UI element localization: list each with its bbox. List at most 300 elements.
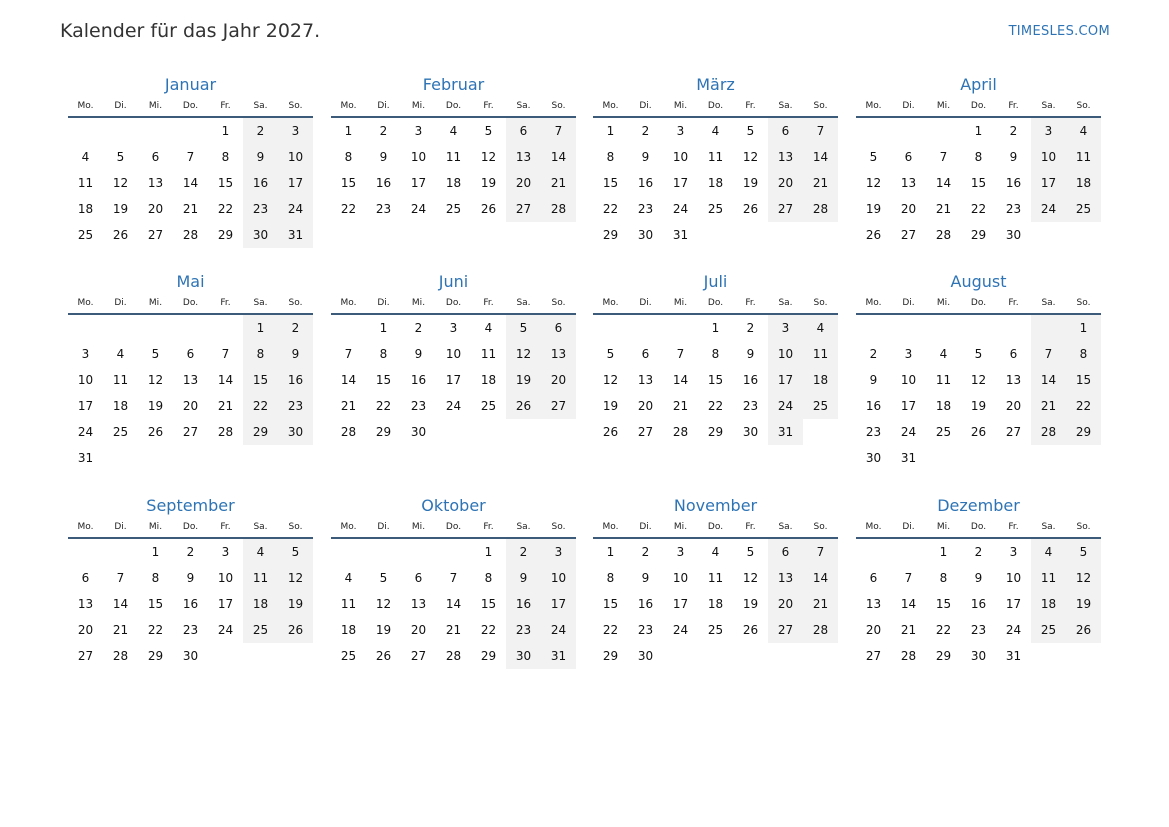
day-cell[interactable]: 9 xyxy=(243,144,278,170)
day-cell[interactable]: 18 xyxy=(445,176,462,190)
day-cell[interactable]: 9 xyxy=(379,150,388,164)
day-cell[interactable]: 29 xyxy=(147,649,164,663)
day-cell[interactable]: 1 xyxy=(606,124,615,138)
day-cell[interactable]: 6 xyxy=(869,571,878,585)
day-cell[interactable]: 1 xyxy=(606,545,615,559)
day-cell[interactable]: 27 xyxy=(768,196,803,222)
day-cell[interactable]: 7 xyxy=(186,150,195,164)
day-cell[interactable]: 30 xyxy=(243,222,278,248)
day-cell[interactable]: 19 xyxy=(375,623,392,637)
day-cell[interactable]: 15 xyxy=(935,597,952,611)
day-cell[interactable]: 8 xyxy=(484,571,493,585)
day-cell[interactable]: 12 xyxy=(506,341,541,367)
day-cell[interactable]: 12 xyxy=(602,373,619,387)
day-cell[interactable]: 15 xyxy=(375,373,392,387)
day-cell[interactable]: 29 xyxy=(480,649,497,663)
day-cell[interactable]: 17 xyxy=(1005,597,1022,611)
day-cell[interactable]: 26 xyxy=(865,228,882,242)
day-cell[interactable]: 4 xyxy=(1066,117,1101,144)
day-cell[interactable]: 18 xyxy=(480,373,497,387)
day-cell[interactable]: 23 xyxy=(637,623,654,637)
day-cell[interactable]: 30 xyxy=(182,649,199,663)
day-cell[interactable]: 15 xyxy=(217,176,234,190)
day-cell[interactable]: 17 xyxy=(900,399,917,413)
day-cell[interactable]: 22 xyxy=(935,623,952,637)
day-cell[interactable]: 9 xyxy=(1009,150,1018,164)
day-cell[interactable]: 20 xyxy=(77,623,94,637)
day-cell[interactable]: 18 xyxy=(803,367,838,393)
day-cell[interactable]: 21 xyxy=(803,591,838,617)
day-cell[interactable]: 22 xyxy=(147,623,164,637)
day-cell[interactable]: 12 xyxy=(480,150,497,164)
day-cell[interactable]: 29 xyxy=(707,425,724,439)
day-cell[interactable]: 5 xyxy=(116,150,125,164)
day-cell[interactable]: 22 xyxy=(602,623,619,637)
day-cell[interactable]: 17 xyxy=(1031,170,1066,196)
day-cell[interactable]: 5 xyxy=(379,571,388,585)
day-cell[interactable]: 12 xyxy=(742,150,759,164)
day-cell[interactable]: 1 xyxy=(243,314,278,341)
day-cell[interactable]: 26 xyxy=(1066,617,1101,643)
day-cell[interactable]: 21 xyxy=(340,399,357,413)
day-cell[interactable]: 21 xyxy=(1031,393,1066,419)
day-cell[interactable]: 26 xyxy=(375,649,392,663)
day-cell[interactable]: 24 xyxy=(410,202,427,216)
day-cell[interactable]: 20 xyxy=(768,170,803,196)
brand-link[interactable]: TIMESLES.COM xyxy=(1008,24,1110,39)
day-cell[interactable]: 24 xyxy=(768,393,803,419)
day-cell[interactable]: 3 xyxy=(414,124,423,138)
day-cell[interactable]: 3 xyxy=(1031,117,1066,144)
day-cell[interactable]: 1 xyxy=(344,124,353,138)
day-cell[interactable]: 6 xyxy=(1009,347,1018,361)
day-cell[interactable]: 12 xyxy=(742,571,759,585)
day-cell[interactable]: 3 xyxy=(1009,545,1018,559)
day-cell[interactable]: 7 xyxy=(449,571,458,585)
day-cell[interactable]: 10 xyxy=(768,341,803,367)
day-cell[interactable]: 11 xyxy=(340,597,357,611)
day-cell[interactable]: 22 xyxy=(1066,393,1101,419)
day-cell[interactable]: 30 xyxy=(410,425,427,439)
day-cell[interactable]: 13 xyxy=(1005,373,1022,387)
day-cell[interactable]: 20 xyxy=(182,399,199,413)
day-cell[interactable]: 31 xyxy=(768,419,803,445)
day-cell[interactable]: 13 xyxy=(900,176,917,190)
day-cell[interactable]: 8 xyxy=(344,150,353,164)
day-cell[interactable]: 20 xyxy=(506,170,541,196)
day-cell[interactable]: 15 xyxy=(340,176,357,190)
day-cell[interactable]: 24 xyxy=(217,623,234,637)
day-cell[interactable]: 10 xyxy=(672,150,689,164)
day-cell[interactable]: 24 xyxy=(77,425,94,439)
day-cell[interactable]: 27 xyxy=(865,649,882,663)
day-cell[interactable]: 8 xyxy=(1066,341,1101,367)
day-cell[interactable]: 13 xyxy=(865,597,882,611)
day-cell[interactable]: 29 xyxy=(375,425,392,439)
day-cell[interactable]: 10 xyxy=(541,565,576,591)
day-cell[interactable]: 8 xyxy=(711,347,720,361)
day-cell[interactable]: 4 xyxy=(1031,538,1066,565)
day-cell[interactable]: 4 xyxy=(449,124,458,138)
day-cell[interactable]: 10 xyxy=(900,373,917,387)
day-cell[interactable]: 24 xyxy=(445,399,462,413)
day-cell[interactable]: 20 xyxy=(541,367,576,393)
day-cell[interactable]: 31 xyxy=(900,451,917,465)
day-cell[interactable]: 28 xyxy=(935,228,952,242)
day-cell[interactable]: 14 xyxy=(541,144,576,170)
day-cell[interactable]: 25 xyxy=(445,202,462,216)
day-cell[interactable]: 13 xyxy=(182,373,199,387)
day-cell[interactable]: 16 xyxy=(1005,176,1022,190)
day-cell[interactable]: 25 xyxy=(935,425,952,439)
day-cell[interactable]: 25 xyxy=(1031,617,1066,643)
day-cell[interactable]: 29 xyxy=(243,419,278,445)
day-cell[interactable]: 15 xyxy=(602,176,619,190)
day-cell[interactable]: 15 xyxy=(602,597,619,611)
day-cell[interactable]: 21 xyxy=(445,623,462,637)
day-cell[interactable]: 24 xyxy=(672,623,689,637)
day-cell[interactable]: 26 xyxy=(112,228,129,242)
day-cell[interactable]: 17 xyxy=(410,176,427,190)
day-cell[interactable]: 16 xyxy=(637,176,654,190)
day-cell[interactable]: 8 xyxy=(606,150,615,164)
day-cell[interactable]: 2 xyxy=(243,117,278,144)
day-cell[interactable]: 28 xyxy=(340,425,357,439)
day-cell[interactable]: 14 xyxy=(803,144,838,170)
day-cell[interactable]: 6 xyxy=(186,347,195,361)
day-cell[interactable]: 28 xyxy=(900,649,917,663)
day-cell[interactable]: 22 xyxy=(243,393,278,419)
day-cell[interactable]: 28 xyxy=(217,425,234,439)
day-cell[interactable]: 9 xyxy=(641,571,650,585)
day-cell[interactable]: 19 xyxy=(147,399,164,413)
day-cell[interactable]: 6 xyxy=(414,571,423,585)
day-cell[interactable]: 14 xyxy=(182,176,199,190)
day-cell[interactable]: 25 xyxy=(803,393,838,419)
day-cell[interactable]: 9 xyxy=(506,565,541,591)
day-cell[interactable]: 6 xyxy=(768,538,803,565)
day-cell[interactable]: 22 xyxy=(602,202,619,216)
day-cell[interactable]: 28 xyxy=(672,425,689,439)
day-cell[interactable]: 3 xyxy=(541,538,576,565)
day-cell[interactable]: 27 xyxy=(182,425,199,439)
day-cell[interactable]: 2 xyxy=(641,545,650,559)
day-cell[interactable]: 27 xyxy=(541,393,576,419)
day-cell[interactable]: 21 xyxy=(672,399,689,413)
day-cell[interactable]: 3 xyxy=(676,124,685,138)
day-cell[interactable]: 4 xyxy=(344,571,353,585)
day-cell[interactable]: 23 xyxy=(243,196,278,222)
day-cell[interactable]: 29 xyxy=(602,228,619,242)
day-cell[interactable]: 5 xyxy=(606,347,615,361)
day-cell[interactable]: 21 xyxy=(217,399,234,413)
day-cell[interactable]: 7 xyxy=(803,538,838,565)
day-cell[interactable]: 23 xyxy=(742,399,759,413)
day-cell[interactable]: 5 xyxy=(869,150,878,164)
day-cell[interactable]: 11 xyxy=(480,347,497,361)
day-cell[interactable]: 15 xyxy=(480,597,497,611)
day-cell[interactable]: 11 xyxy=(112,373,129,387)
day-cell[interactable]: 15 xyxy=(707,373,724,387)
day-cell[interactable]: 5 xyxy=(278,538,313,565)
day-cell[interactable]: 16 xyxy=(865,399,882,413)
day-cell[interactable]: 16 xyxy=(375,176,392,190)
day-cell[interactable]: 11 xyxy=(707,150,724,164)
day-cell[interactable]: 11 xyxy=(243,565,278,591)
day-cell[interactable]: 4 xyxy=(803,314,838,341)
day-cell[interactable]: 8 xyxy=(379,347,388,361)
day-cell[interactable]: 7 xyxy=(541,117,576,144)
day-cell[interactable]: 11 xyxy=(1031,565,1066,591)
day-cell[interactable]: 23 xyxy=(410,399,427,413)
day-cell[interactable]: 17 xyxy=(672,176,689,190)
day-cell[interactable]: 2 xyxy=(746,321,755,335)
day-cell[interactable]: 19 xyxy=(278,591,313,617)
day-cell[interactable]: 8 xyxy=(606,571,615,585)
day-cell[interactable]: 4 xyxy=(484,321,493,335)
day-cell[interactable]: 28 xyxy=(182,228,199,242)
day-cell[interactable]: 20 xyxy=(768,591,803,617)
day-cell[interactable]: 29 xyxy=(602,649,619,663)
day-cell[interactable]: 8 xyxy=(243,341,278,367)
day-cell[interactable]: 17 xyxy=(77,399,94,413)
day-cell[interactable]: 13 xyxy=(410,597,427,611)
day-cell[interactable]: 8 xyxy=(974,150,983,164)
day-cell[interactable]: 28 xyxy=(1031,419,1066,445)
day-cell[interactable]: 11 xyxy=(935,373,952,387)
day-cell[interactable]: 19 xyxy=(480,176,497,190)
day-cell[interactable]: 2 xyxy=(414,321,423,335)
day-cell[interactable]: 21 xyxy=(112,623,129,637)
day-cell[interactable]: 26 xyxy=(480,202,497,216)
day-cell[interactable]: 21 xyxy=(541,170,576,196)
day-cell[interactable]: 26 xyxy=(602,425,619,439)
day-cell[interactable]: 4 xyxy=(711,545,720,559)
day-cell[interactable]: 6 xyxy=(904,150,913,164)
day-cell[interactable]: 28 xyxy=(445,649,462,663)
day-cell[interactable]: 13 xyxy=(541,341,576,367)
day-cell[interactable]: 1 xyxy=(379,321,388,335)
day-cell[interactable]: 26 xyxy=(506,393,541,419)
day-cell[interactable]: 13 xyxy=(637,373,654,387)
day-cell[interactable]: 26 xyxy=(742,202,759,216)
day-cell[interactable]: 5 xyxy=(506,314,541,341)
day-cell[interactable]: 20 xyxy=(900,202,917,216)
day-cell[interactable]: 24 xyxy=(278,196,313,222)
day-cell[interactable]: 9 xyxy=(746,347,755,361)
day-cell[interactable]: 27 xyxy=(768,617,803,643)
day-cell[interactable]: 7 xyxy=(221,347,230,361)
day-cell[interactable]: 11 xyxy=(803,341,838,367)
day-cell[interactable]: 17 xyxy=(445,373,462,387)
day-cell[interactable]: 3 xyxy=(81,347,90,361)
day-cell[interactable]: 23 xyxy=(865,425,882,439)
day-cell[interactable]: 10 xyxy=(672,571,689,585)
day-cell[interactable]: 27 xyxy=(637,425,654,439)
day-cell[interactable]: 9 xyxy=(869,373,878,387)
day-cell[interactable]: 16 xyxy=(742,373,759,387)
day-cell[interactable]: 14 xyxy=(340,373,357,387)
day-cell[interactable]: 29 xyxy=(935,649,952,663)
day-cell[interactable]: 18 xyxy=(935,399,952,413)
day-cell[interactable]: 13 xyxy=(77,597,94,611)
day-cell[interactable]: 12 xyxy=(375,597,392,611)
day-cell[interactable]: 26 xyxy=(970,425,987,439)
day-cell[interactable]: 6 xyxy=(81,571,90,585)
day-cell[interactable]: 30 xyxy=(865,451,882,465)
day-cell[interactable]: 28 xyxy=(803,617,838,643)
day-cell[interactable]: 6 xyxy=(151,150,160,164)
day-cell[interactable]: 5 xyxy=(746,124,755,138)
day-cell[interactable]: 31 xyxy=(77,451,94,465)
day-cell[interactable]: 24 xyxy=(1031,196,1066,222)
day-cell[interactable]: 8 xyxy=(221,150,230,164)
day-cell[interactable]: 29 xyxy=(970,228,987,242)
day-cell[interactable]: 7 xyxy=(1031,341,1066,367)
day-cell[interactable]: 5 xyxy=(1066,538,1101,565)
day-cell[interactable]: 9 xyxy=(414,347,423,361)
day-cell[interactable]: 1 xyxy=(1066,314,1101,341)
day-cell[interactable]: 5 xyxy=(151,347,160,361)
day-cell[interactable]: 18 xyxy=(707,176,724,190)
day-cell[interactable]: 25 xyxy=(707,623,724,637)
day-cell[interactable]: 21 xyxy=(935,202,952,216)
day-cell[interactable]: 10 xyxy=(410,150,427,164)
day-cell[interactable]: 30 xyxy=(742,425,759,439)
day-cell[interactable]: 2 xyxy=(641,124,650,138)
day-cell[interactable]: 17 xyxy=(541,591,576,617)
day-cell[interactable]: 22 xyxy=(707,399,724,413)
day-cell[interactable]: 4 xyxy=(243,538,278,565)
day-cell[interactable]: 30 xyxy=(506,643,541,669)
day-cell[interactable]: 11 xyxy=(77,176,94,190)
day-cell[interactable]: 25 xyxy=(707,202,724,216)
day-cell[interactable]: 22 xyxy=(970,202,987,216)
day-cell[interactable]: 10 xyxy=(1005,571,1022,585)
day-cell[interactable]: 20 xyxy=(637,399,654,413)
day-cell[interactable]: 6 xyxy=(506,117,541,144)
day-cell[interactable]: 24 xyxy=(672,202,689,216)
day-cell[interactable]: 29 xyxy=(217,228,234,242)
day-cell[interactable]: 18 xyxy=(77,202,94,216)
day-cell[interactable]: 9 xyxy=(641,150,650,164)
day-cell[interactable]: 4 xyxy=(116,347,125,361)
day-cell[interactable]: 19 xyxy=(1066,591,1101,617)
day-cell[interactable]: 11 xyxy=(1066,144,1101,170)
day-cell[interactable]: 2 xyxy=(186,545,195,559)
day-cell[interactable]: 23 xyxy=(970,623,987,637)
day-cell[interactable]: 12 xyxy=(1066,565,1101,591)
day-cell[interactable]: 4 xyxy=(711,124,720,138)
day-cell[interactable]: 4 xyxy=(81,150,90,164)
day-cell[interactable]: 15 xyxy=(970,176,987,190)
day-cell[interactable]: 8 xyxy=(939,571,948,585)
day-cell[interactable]: 25 xyxy=(480,399,497,413)
day-cell[interactable]: 14 xyxy=(445,597,462,611)
day-cell[interactable]: 23 xyxy=(637,202,654,216)
day-cell[interactable]: 5 xyxy=(484,124,493,138)
day-cell[interactable]: 16 xyxy=(243,170,278,196)
day-cell[interactable]: 8 xyxy=(151,571,160,585)
day-cell[interactable]: 11 xyxy=(445,150,462,164)
day-cell[interactable]: 14 xyxy=(112,597,129,611)
day-cell[interactable]: 1 xyxy=(151,545,160,559)
day-cell[interactable]: 30 xyxy=(637,228,654,242)
day-cell[interactable]: 19 xyxy=(742,597,759,611)
day-cell[interactable]: 20 xyxy=(865,623,882,637)
day-cell[interactable]: 14 xyxy=(1031,367,1066,393)
day-cell[interactable]: 4 xyxy=(939,347,948,361)
day-cell[interactable]: 19 xyxy=(602,399,619,413)
day-cell[interactable]: 26 xyxy=(742,623,759,637)
day-cell[interactable]: 20 xyxy=(1005,399,1022,413)
day-cell[interactable]: 10 xyxy=(217,571,234,585)
day-cell[interactable]: 17 xyxy=(278,170,313,196)
day-cell[interactable]: 27 xyxy=(410,649,427,663)
day-cell[interactable]: 6 xyxy=(541,314,576,341)
day-cell[interactable]: 20 xyxy=(410,623,427,637)
day-cell[interactable]: 31 xyxy=(541,643,576,669)
day-cell[interactable]: 23 xyxy=(506,617,541,643)
day-cell[interactable]: 24 xyxy=(900,425,917,439)
day-cell[interactable]: 9 xyxy=(186,571,195,585)
day-cell[interactable]: 30 xyxy=(637,649,654,663)
day-cell[interactable]: 28 xyxy=(112,649,129,663)
day-cell[interactable]: 25 xyxy=(243,617,278,643)
day-cell[interactable]: 16 xyxy=(182,597,199,611)
day-cell[interactable]: 19 xyxy=(112,202,129,216)
day-cell[interactable]: 23 xyxy=(375,202,392,216)
day-cell[interactable]: 5 xyxy=(746,545,755,559)
day-cell[interactable]: 3 xyxy=(768,314,803,341)
day-cell[interactable]: 16 xyxy=(410,373,427,387)
day-cell[interactable]: 30 xyxy=(278,419,313,445)
day-cell[interactable]: 1 xyxy=(974,124,983,138)
day-cell[interactable]: 14 xyxy=(672,373,689,387)
day-cell[interactable]: 23 xyxy=(1005,202,1022,216)
day-cell[interactable]: 17 xyxy=(217,597,234,611)
day-cell[interactable]: 9 xyxy=(974,571,983,585)
day-cell[interactable]: 31 xyxy=(672,228,689,242)
day-cell[interactable]: 22 xyxy=(340,202,357,216)
day-cell[interactable]: 3 xyxy=(221,545,230,559)
day-cell[interactable]: 21 xyxy=(900,623,917,637)
day-cell[interactable]: 31 xyxy=(1005,649,1022,663)
day-cell[interactable]: 21 xyxy=(803,170,838,196)
day-cell[interactable]: 22 xyxy=(480,623,497,637)
day-cell[interactable]: 16 xyxy=(637,597,654,611)
day-cell[interactable]: 14 xyxy=(803,565,838,591)
day-cell[interactable]: 3 xyxy=(278,117,313,144)
day-cell[interactable]: 16 xyxy=(970,597,987,611)
day-cell[interactable]: 30 xyxy=(1005,228,1022,242)
day-cell[interactable]: 16 xyxy=(278,367,313,393)
day-cell[interactable]: 25 xyxy=(77,228,94,242)
day-cell[interactable]: 3 xyxy=(676,545,685,559)
day-cell[interactable]: 3 xyxy=(449,321,458,335)
day-cell[interactable]: 7 xyxy=(939,150,948,164)
day-cell[interactable]: 7 xyxy=(803,117,838,144)
day-cell[interactable]: 12 xyxy=(147,373,164,387)
day-cell[interactable]: 7 xyxy=(904,571,913,585)
day-cell[interactable]: 10 xyxy=(445,347,462,361)
day-cell[interactable]: 12 xyxy=(865,176,882,190)
day-cell[interactable]: 19 xyxy=(970,399,987,413)
day-cell[interactable]: 1 xyxy=(939,545,948,559)
day-cell[interactable]: 27 xyxy=(506,196,541,222)
day-cell[interactable]: 18 xyxy=(707,597,724,611)
day-cell[interactable]: 18 xyxy=(112,399,129,413)
